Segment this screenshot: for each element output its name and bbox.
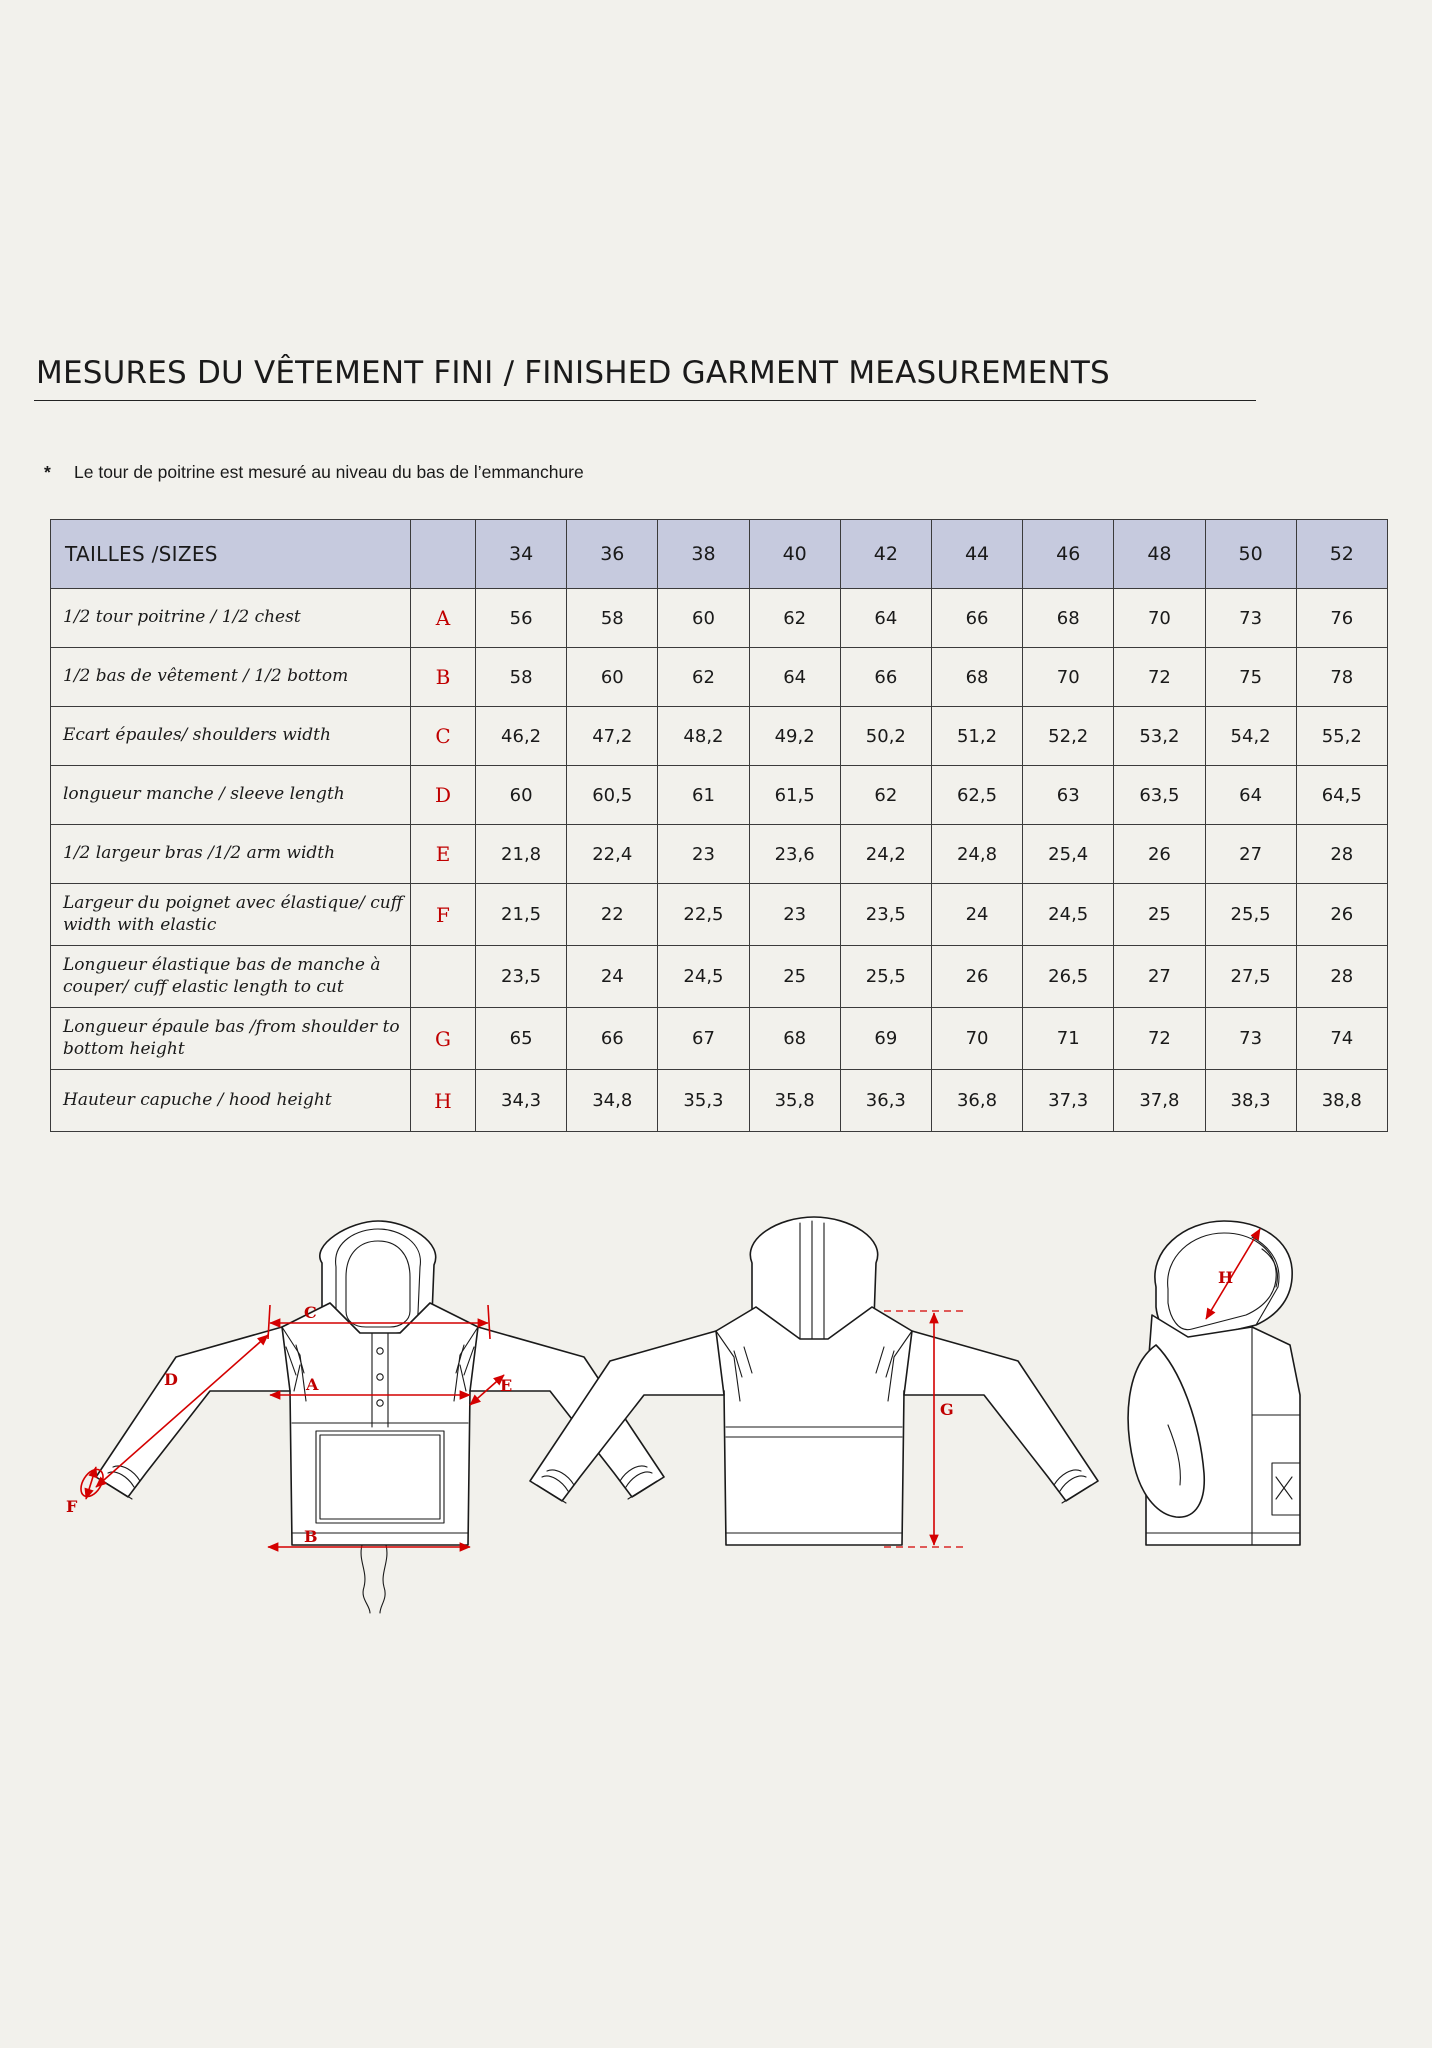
cell-value: 25,4 [1023, 825, 1114, 884]
cell-value: 72 [1114, 648, 1205, 707]
cell-value: 35,3 [658, 1070, 749, 1132]
cell-value: 62 [749, 589, 840, 648]
cell-value: 35,8 [749, 1070, 840, 1132]
row-code: F [411, 884, 476, 946]
cell-value: 66 [840, 648, 931, 707]
header-sizes-label: TAILLES /SIZES [51, 520, 411, 589]
cell-value: 25 [1114, 884, 1205, 946]
note-marker: * [44, 462, 51, 482]
cell-value: 62 [840, 766, 931, 825]
row-code: E [411, 825, 476, 884]
row-label: 1/2 tour poitrine / 1/2 chest [51, 589, 411, 648]
row-label: 1/2 largeur bras /1/2 arm width [51, 825, 411, 884]
cell-value: 25,5 [840, 946, 931, 1008]
cell-value: 22,4 [567, 825, 658, 884]
cell-value: 51,2 [931, 707, 1022, 766]
cell-value: 21,8 [476, 825, 567, 884]
cell-value: 58 [567, 589, 658, 648]
cell-value: 27,5 [1205, 946, 1296, 1008]
cell-value: 61,5 [749, 766, 840, 825]
table-row [51, 1008, 1388, 1070]
cell-value: 64,5 [1296, 766, 1387, 825]
cell-value: 53,2 [1114, 707, 1205, 766]
table-row [51, 884, 1388, 946]
cell-value: 22 [567, 884, 658, 946]
cell-value: 24,5 [658, 946, 749, 1008]
cell-value: 71 [1023, 1008, 1114, 1070]
cell-value: 60 [476, 766, 567, 825]
cell-value: 62,5 [931, 766, 1022, 825]
cell-value: 25 [749, 946, 840, 1008]
cell-value: 56 [476, 589, 567, 648]
row-code [411, 946, 476, 1008]
cell-value: 26 [931, 946, 1022, 1008]
callout-G: G [940, 1400, 954, 1419]
row-label: Largeur du poignet avec élastique/ cuff width with elastic [51, 884, 411, 946]
cell-value: 23,6 [749, 825, 840, 884]
cell-value: 36,8 [931, 1070, 1022, 1132]
cell-value: 48,2 [658, 707, 749, 766]
row-code: B [411, 648, 476, 707]
cell-value: 34,3 [476, 1070, 567, 1132]
cell-value: 37,8 [1114, 1070, 1205, 1132]
cell-value: 23 [749, 884, 840, 946]
cell-value: 24 [931, 884, 1022, 946]
cell-value: 66 [931, 589, 1022, 648]
cell-value: 25,5 [1205, 884, 1296, 946]
cell-value: 28 [1296, 825, 1387, 884]
cell-value: 75 [1205, 648, 1296, 707]
cell-value: 60 [567, 648, 658, 707]
header-size-52: 52 [1296, 520, 1387, 589]
cell-value: 54,2 [1205, 707, 1296, 766]
cell-value: 70 [1023, 648, 1114, 707]
table-row [51, 589, 1388, 648]
cell-value: 26 [1114, 825, 1205, 884]
row-label: Hauteur capuche / hood height [51, 1070, 411, 1132]
callout-D: D [164, 1370, 178, 1389]
title-underline [34, 400, 1256, 401]
cell-value: 74 [1296, 1008, 1387, 1070]
cell-value: 76 [1296, 589, 1387, 648]
cell-value: 23,5 [840, 884, 931, 946]
cell-value: 47,2 [567, 707, 658, 766]
note-text: Le tour de poitrine est mesuré au niveau du bas de l’emmanchure [74, 462, 584, 482]
cell-value: 60 [658, 589, 749, 648]
row-code: H [411, 1070, 476, 1132]
row-code: A [411, 589, 476, 648]
header-size-36: 36 [567, 520, 658, 589]
cell-value: 65 [476, 1008, 567, 1070]
cell-value: 72 [1114, 1008, 1205, 1070]
cell-value: 26 [1296, 884, 1387, 946]
cell-value: 24 [567, 946, 658, 1008]
cell-value: 78 [1296, 648, 1387, 707]
cell-value: 23 [658, 825, 749, 884]
cell-value: 28 [1296, 946, 1387, 1008]
cell-value: 34,8 [567, 1070, 658, 1132]
cell-value: 24,2 [840, 825, 931, 884]
row-label: Ecart épaules/ shoulders width [51, 707, 411, 766]
cell-value: 61 [658, 766, 749, 825]
cell-value: 68 [1023, 589, 1114, 648]
cell-value: 26,5 [1023, 946, 1114, 1008]
row-label: Longueur épaule bas /from shoulder to bottom height [51, 1008, 411, 1070]
cell-value: 67 [658, 1008, 749, 1070]
callout-H: H [1218, 1268, 1234, 1287]
header-size-46: 46 [1023, 520, 1114, 589]
cell-value: 64 [840, 589, 931, 648]
cell-value: 49,2 [749, 707, 840, 766]
cell-value: 68 [931, 648, 1022, 707]
cell-value: 24,5 [1023, 884, 1114, 946]
back-view [530, 1217, 1098, 1547]
cell-value: 37,3 [1023, 1070, 1114, 1132]
cell-value: 55,2 [1296, 707, 1387, 766]
header-size-34: 34 [476, 520, 567, 589]
technical-drawings [0, 1215, 1432, 1695]
cell-value: 24,8 [931, 825, 1022, 884]
table-row [51, 648, 1388, 707]
cell-value: 63,5 [1114, 766, 1205, 825]
cell-value: 62 [658, 648, 749, 707]
cell-value: 52,2 [1023, 707, 1114, 766]
cell-value: 21,5 [476, 884, 567, 946]
cell-value: 36,3 [840, 1070, 931, 1132]
cell-value: 38,3 [1205, 1070, 1296, 1132]
cell-value: 27 [1114, 946, 1205, 1008]
cell-value: 70 [1114, 589, 1205, 648]
table-row [51, 946, 1388, 1008]
callout-C: C [304, 1303, 317, 1322]
measurements-table [50, 519, 1388, 1132]
header-code-col [411, 520, 476, 589]
side-view [1128, 1221, 1300, 1545]
cell-value: 70 [931, 1008, 1022, 1070]
cell-value: 63 [1023, 766, 1114, 825]
cell-value: 66 [567, 1008, 658, 1070]
row-label: longueur manche / sleeve length [51, 766, 411, 825]
table-row [51, 1070, 1388, 1132]
row-code: G [411, 1008, 476, 1070]
header-size-50: 50 [1205, 520, 1296, 589]
measurement-note [44, 462, 584, 483]
callout-E: E [500, 1376, 513, 1395]
callout-B: B [304, 1527, 318, 1546]
row-label: Longueur élastique bas de manche à couper/ cuff elastic length to cut [51, 946, 411, 1008]
cell-value: 73 [1205, 1008, 1296, 1070]
cell-value: 60,5 [567, 766, 658, 825]
cell-value: 27 [1205, 825, 1296, 884]
cell-value: 69 [840, 1008, 931, 1070]
cell-value: 50,2 [840, 707, 931, 766]
cell-value: 38,8 [1296, 1070, 1387, 1132]
cell-value: 64 [1205, 766, 1296, 825]
cell-value: 68 [749, 1008, 840, 1070]
row-label: 1/2 bas de vêtement / 1/2 bottom [51, 648, 411, 707]
table-row [51, 707, 1388, 766]
header-size-48: 48 [1114, 520, 1205, 589]
row-code: C [411, 707, 476, 766]
cell-value: 22,5 [658, 884, 749, 946]
callout-F: F [66, 1497, 78, 1516]
table-header-row [51, 520, 1388, 589]
page-title: MESURES DU VÊTEMENT FINI / FINISHED GARMENT MEASUREMENTS [36, 355, 1110, 391]
cell-value: 58 [476, 648, 567, 707]
header-size-38: 38 [658, 520, 749, 589]
cell-value: 23,5 [476, 946, 567, 1008]
technical-drawings-svg [0, 1215, 1432, 1695]
row-code: D [411, 766, 476, 825]
table-row [51, 825, 1388, 884]
cell-value: 73 [1205, 589, 1296, 648]
header-size-44: 44 [931, 520, 1022, 589]
table-row [51, 766, 1388, 825]
cell-value: 64 [749, 648, 840, 707]
header-size-40: 40 [749, 520, 840, 589]
measurements-table-container [50, 519, 1387, 1132]
cell-value: 46,2 [476, 707, 567, 766]
callout-A: A [306, 1375, 319, 1394]
header-size-42: 42 [840, 520, 931, 589]
